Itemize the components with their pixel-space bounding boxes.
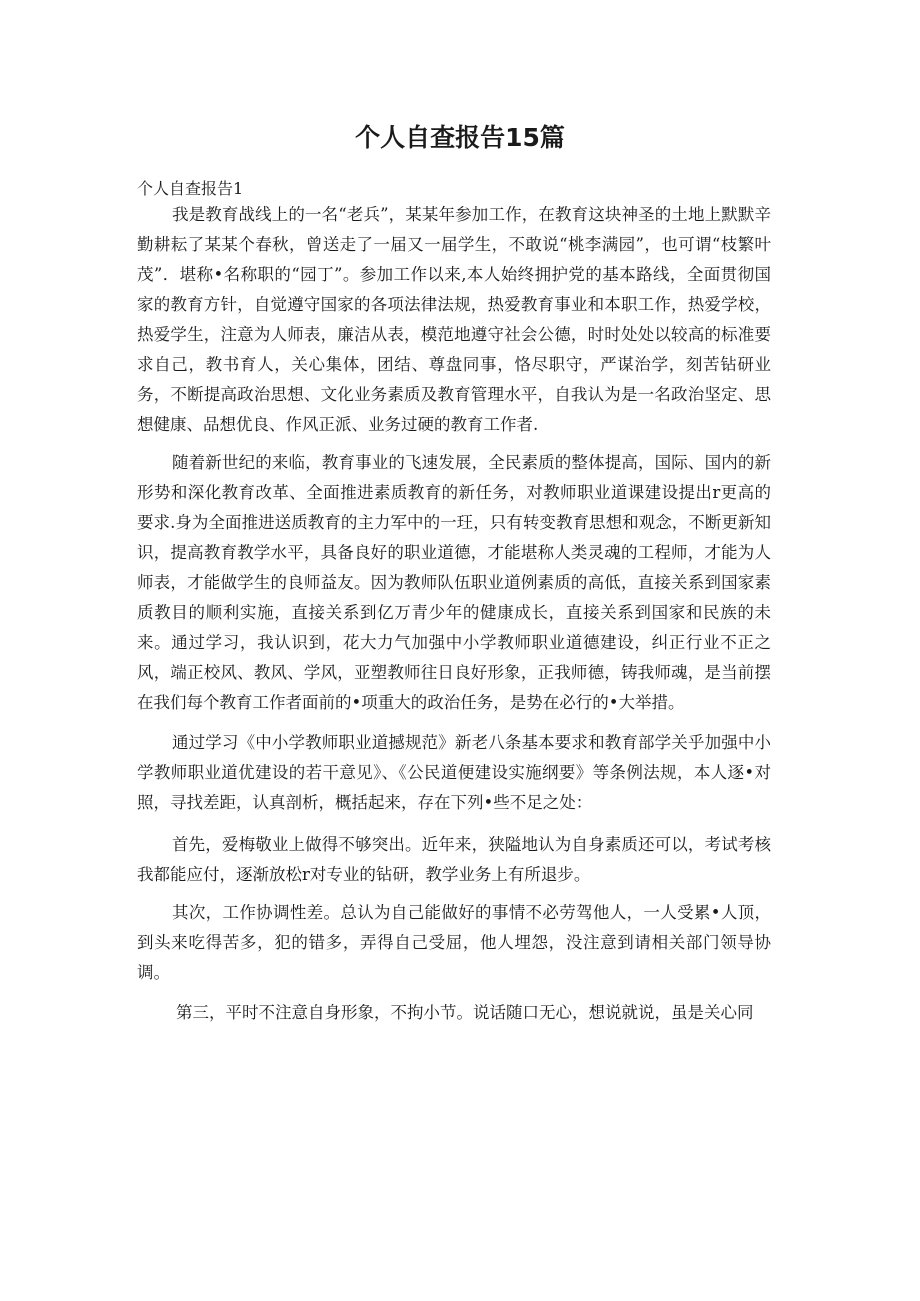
paragraph: 首先，爱梅敬业上做得不够突出。近年来，狭隘地认为自身素质还可以，考试考核我都能应付，逐渐放松r对专业的钻研，教学业务上有所退步。	[137, 835, 771, 884]
paragraph: 第三，平时不注意自身形象，不拘小节。说话随口无心，想说就说，虽是关心同	[176, 1003, 754, 1022]
paragraph: 其次，工作协调性差。总认为自己能做好的事情不必劳驾他人，一人受累•人顶，到头来吃得苦多，犯的错多，弄得自己受屈，他人埋怨，没注意到请相关部门领导协调。	[137, 903, 771, 982]
section-heading: 个人自查报告1	[137, 179, 244, 198]
paragraph: 随着新世纪的来临，教育事业的飞速发展，全民素质的整体提高，国际、国内的新形势和深化教育改革、全面推进素质教育的新任务，对教师职业道课建设提出r更高的要求.身为全面推进送质教育的主力军中的一玨，只有转变教育思想和观念，不断更新知识，提高教育教学水平，具备良好的职业道德，才能堪称人类灵魂的工程师，才能为人师表，才能做学生的良师益友。因为教师队伍职业道例素质的高低，直接关系到国家素质教目的顺利实施，直接关系到亿万青少年的健康成长，直接关系到国家和民族的未来。通过学习，我认识到，花大力气加强中小学教师职业道德建设，纠正行业不正之风，端正校风、教风、学风，亚塑教师往日良好形象，正我师德，铸我师魂，是当前摆在我们每个教育工作者面前的•项重大的政治任务，是势在必行的•大举措。	[137, 453, 771, 712]
paragraph: 我是教育战线上的一名“老兵”，某某年参加工作，在教育这块神圣的土地上默默辛勤耕耘了某某个春秋，曾送走了一届又一届学生，不敢说“桃李满园”，也可谓“枝繁叶茂”．堪称•名称职的“园丁”。参加工作以来,本人始终拥护党的基本路线，全面贯彻国家的教育方针，自觉遵守国家的各项法律法规，热爱教育事业和本职工作，热爱学校，热爱学生，注意为人师表，廉洁从表，模范地遵守社会公德，时时处处以较高的标准要求自己，教书育人，关心集体，团结、尊盘同事，恪尽职守，严谋治学，刻苦钻研业务，不断提高政治思想、文化业务素质及教育管理水平，自我认为是一名政治坚定、思想健康、品想优良、作风正派、业务过硬的教育工作者.	[137, 205, 771, 434]
document-body	[137, 200, 771, 1036]
document-title: 个人自查报告15篇	[355, 123, 565, 152]
paragraph: 通过学习《中小学教师职业道撼规范》新老八条基本要求和教育部学关乎加强中小学教师职业道优建设的若干意见》、《公民道便建设实施纲要》等条例法规，本人逐•对照，寻找差距，认真剖析，概括起来，存在下列•些不足之处：	[137, 733, 771, 812]
